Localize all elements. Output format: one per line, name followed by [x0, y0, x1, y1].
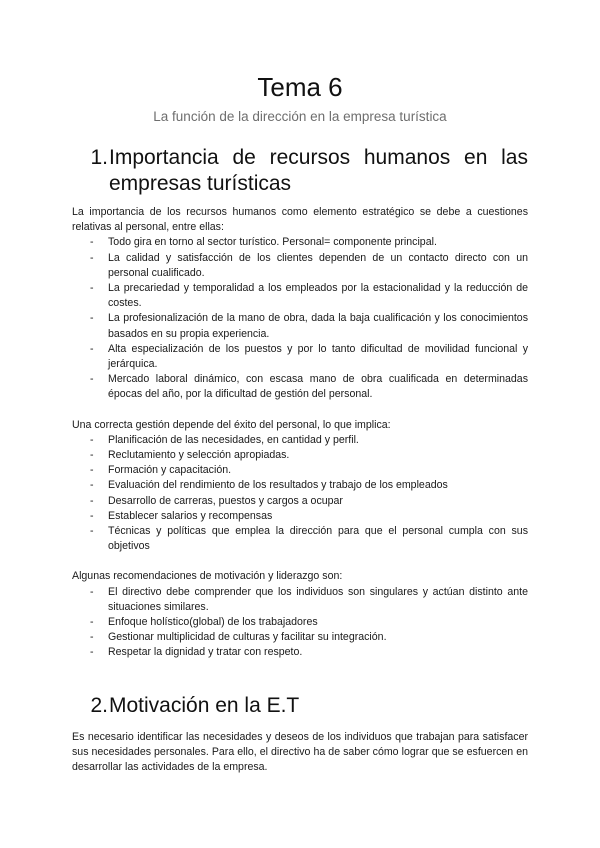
list-item-text: Formación y capacitación. [108, 464, 232, 477]
document-subtitle: La función de la dirección en la empresa turística [153, 109, 447, 124]
document-title: Tema 6 [257, 72, 343, 102]
section-1-title: Importancia de recursos humanos en las empresas turísticas [109, 146, 528, 195]
section-1-list-2 [72, 433, 528, 555]
list-item [72, 372, 528, 402]
list-item-text: Evaluación del rendimiento de los resultados y trabajo de los empleados [108, 479, 448, 492]
list-item [72, 645, 528, 660]
bullet-dash: - [90, 494, 94, 507]
list-item-text: Alta especialización de los puestos y por lo tanto dificultad de movilidad funcional y jerárquica. [108, 342, 528, 371]
list-item-text: El directivo debe comprender que los individuos son singulares y actúan distinto ante situaciones similares. [108, 585, 528, 613]
section-1-heading [72, 145, 528, 197]
list-item [72, 478, 528, 493]
document-body [72, 145, 528, 775]
bullet-dash: - [90, 312, 94, 325]
bullet-dash: - [90, 479, 94, 492]
list-item-text: Respetar la dignidad y tratar con respeto. [108, 646, 303, 659]
section-1-intro: La importancia de los recursos humanos como elemento estratégico se debe a cuestiones relativas al personal, entre ellas: [72, 206, 528, 234]
list-item-text: La calidad y satisfacción de los clientes dependen de un contacto directo con un personal cualificado. [108, 251, 528, 279]
list-item [72, 235, 528, 250]
section-1-intro-3: Algunas recomendaciones de motivación y liderazgo son: [72, 570, 343, 583]
bullet-dash: - [90, 525, 94, 538]
list-item [72, 433, 528, 448]
list-item [72, 311, 528, 341]
bullet-dash: - [90, 251, 94, 264]
list-item [72, 630, 528, 645]
list-item [72, 463, 528, 478]
list-item-text: Reclutamiento y selección apropiadas. [108, 449, 290, 462]
list-item-text: Todo gira en torno al sector turístico. Personal= componente principal. [108, 236, 437, 249]
section-2-heading [72, 693, 528, 719]
bullet-dash: - [90, 585, 94, 598]
bullet-dash: - [90, 631, 94, 644]
list-item [72, 615, 528, 630]
list-item [72, 281, 528, 311]
list-item-text: Enfoque holístico(global) de los trabajadores [108, 616, 318, 629]
list-item [72, 251, 528, 281]
bullet-dash: - [90, 433, 94, 446]
bullet-dash: - [90, 373, 94, 386]
bullet-dash: - [90, 464, 94, 477]
bullet-dash: - [90, 236, 94, 249]
list-item [72, 448, 528, 463]
bullet-dash: - [90, 509, 94, 522]
bullet-dash: - [90, 282, 94, 295]
list-item-text: La precariedad y temporalidad a los empleados por la estacionalidad y la reducción de costes. [108, 282, 528, 310]
list-item-text: Desarrollo de carreras, puestos y cargos a ocupar [108, 494, 343, 507]
section-2-paragraph: Es necesario identificar las necesidades y deseos de los individuos que trabajan para satisfacer sus necesidades personales. Para ello, el directivo ha de saber cómo lograr que se esfuercen en desarrollar las actividades de la empresa. [72, 730, 528, 774]
list-item-text: Establecer salarios y recompensas [108, 509, 273, 522]
list-item [72, 524, 528, 554]
list-item-text: Planificación de las necesidades, en cantidad y perfil. [108, 433, 359, 446]
list-item [72, 494, 528, 509]
section-1-list [72, 235, 528, 402]
list-item [72, 342, 528, 372]
section-2-title: Motivación en la E.T [109, 693, 300, 717]
section-1-number: 1. [90, 146, 108, 169]
section-1-list-3 [72, 585, 528, 661]
list-item-text: Mercado laboral dinámico, con escasa mano de obra cualificada en determinadas épocas del año, por la dificultad de gestión del personal. [108, 373, 528, 401]
list-item [72, 585, 528, 615]
bullet-dash: - [90, 646, 94, 659]
bullet-dash: - [90, 616, 94, 629]
section-1-intro-2: Una correcta gestión depende del éxito del personal, lo que implica: [72, 418, 391, 431]
list-item-text: La profesionalización de la mano de obra, dada la baja cualificación y los conocimientos basados en su propia experiencia. [108, 312, 528, 340]
list-item [72, 509, 528, 524]
section-2-number: 2. [90, 693, 108, 717]
list-item-text: Técnicas y políticas que emplea la dirección para que el personal cumpla con sus objetivos [108, 525, 528, 553]
bullet-dash: - [90, 342, 94, 355]
bullet-dash: - [90, 449, 94, 462]
list-item-text: Gestionar multiplicidad de culturas y facilitar su integración. [108, 631, 387, 644]
